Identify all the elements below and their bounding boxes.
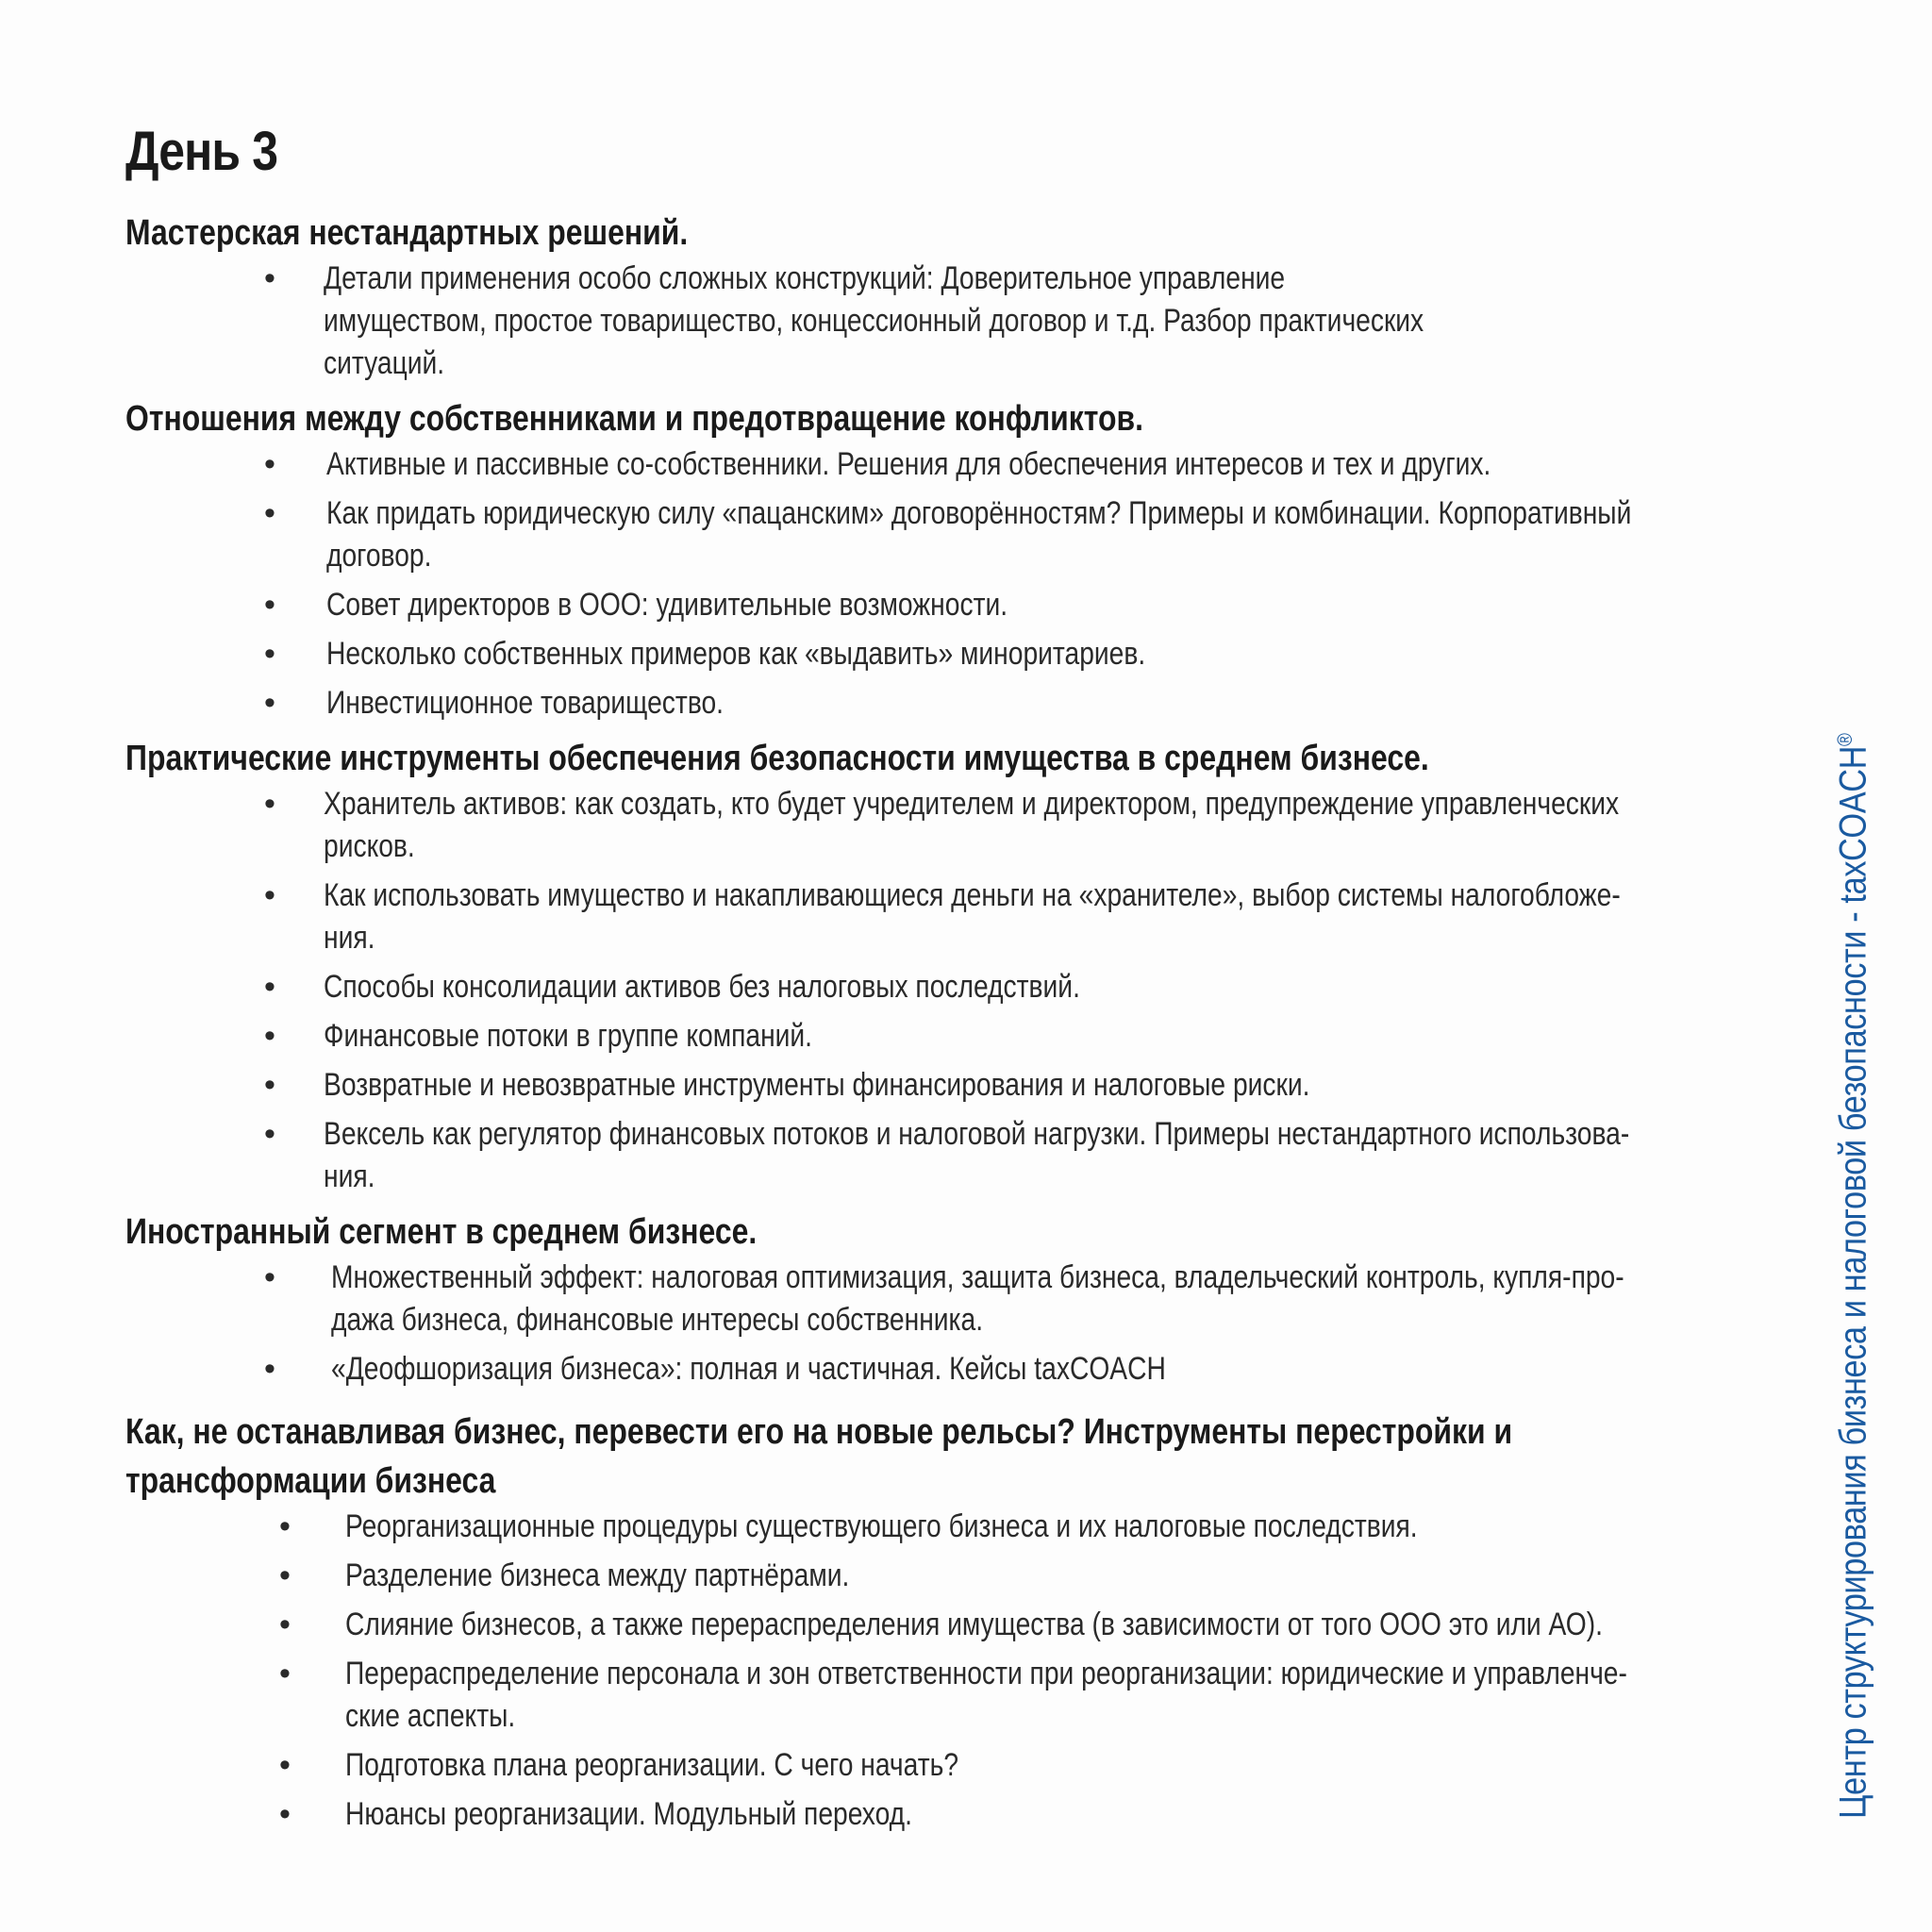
list-item-text: Инвестиционное товарищество. xyxy=(326,685,724,721)
list-item xyxy=(125,682,1748,724)
list-item-text: Как придать юридическую силу «пацанским» договорённостям? Примеры и комбинации. Корпоративный договор. xyxy=(326,495,1632,574)
section-heading: Практические инструменты обеспечения безопасности имущества в среднем бизнесе. xyxy=(125,739,1429,778)
section-nonstandard-solutions xyxy=(125,208,1748,385)
section-heading: Как, не останавливая бизнес, перевести его на новые рельсы? Инструменты перестройки и трансформации бизнеса xyxy=(125,1412,1513,1501)
bullet-icon: • xyxy=(264,786,275,822)
list-item xyxy=(125,1604,1748,1646)
bullet-icon: • xyxy=(279,1508,291,1544)
list-item xyxy=(125,1555,1748,1597)
bullet-icon: • xyxy=(264,260,275,296)
bullet-icon: • xyxy=(279,1796,291,1832)
list-item xyxy=(125,258,1748,385)
list-item xyxy=(125,874,1748,959)
list-item xyxy=(125,1015,1748,1058)
bullet-icon: • xyxy=(279,1607,291,1642)
list-item xyxy=(125,584,1748,626)
bullet-icon: • xyxy=(264,1067,275,1103)
bullet-list xyxy=(125,1506,1748,1836)
bullet-list xyxy=(125,443,1748,724)
bullet-icon: • xyxy=(264,495,275,531)
list-item-text: Способы консолидации активов без налоговых последствий. xyxy=(324,969,1080,1005)
list-item-text: Финансовые потоки в группе компаний. xyxy=(324,1018,813,1054)
list-item-text: Нюансы реорганизации. Модульный переход. xyxy=(345,1796,912,1832)
bullet-icon: • xyxy=(264,636,275,672)
bullet-icon: • xyxy=(264,1259,275,1295)
list-item xyxy=(125,1348,1748,1391)
section-asset-security-tools xyxy=(125,734,1748,1198)
list-item xyxy=(125,1113,1748,1198)
list-item-text: Реорганизационные процедуры существующего бизнеса и их налоговые последствия. xyxy=(345,1508,1418,1544)
list-item-text: Хранитель активов: как создать, кто будет учредителем и директором, предупреждение управленческих рисков. xyxy=(324,786,1620,864)
list-item-text: Как использовать имущество и накапливающиеся деньги на «хранителе», выбор системы налогобложе-ния. xyxy=(324,877,1621,956)
bullet-icon: • xyxy=(264,685,275,721)
list-item xyxy=(125,783,1748,868)
list-item xyxy=(125,443,1748,486)
list-item-text: «Деофшоризация бизнеса»: полная и частичная. Кейсы taxCOACH xyxy=(331,1351,1166,1387)
list-item-text: Слияние бизнесов, а также перераспределения имущества (в зависимости от того ООО это или АО). xyxy=(345,1607,1603,1642)
bullet-icon: • xyxy=(264,1351,275,1387)
day-title: День 3 xyxy=(125,121,278,182)
bullet-icon: • xyxy=(264,1018,275,1054)
side-caption-text: Центр структурирования бизнеса и налоговой безопасности - taxCOACH xyxy=(1832,745,1874,1819)
section-heading: Иностранный сегмент в среднем бизнесе. xyxy=(125,1212,758,1252)
bullet-icon: • xyxy=(264,1116,275,1152)
registered-mark: ® xyxy=(1833,733,1857,746)
list-item xyxy=(125,1506,1748,1548)
list-item xyxy=(125,633,1748,675)
bullet-icon: • xyxy=(279,1656,291,1691)
section-owner-relations xyxy=(125,394,1748,724)
list-item-text: Несколько собственных примеров как «выдавить» миноритариев. xyxy=(326,636,1146,672)
list-item xyxy=(125,1744,1748,1787)
list-item-text: Возвратные и невозвратные инструменты финансирования и налоговые риски. xyxy=(324,1067,1310,1103)
list-item-text: Перераспределение персонала и зон ответственности при реорганизации: юридические и управленче-ские аспекты. xyxy=(345,1656,1627,1734)
bullet-list xyxy=(125,1257,1748,1391)
bullet-icon: • xyxy=(264,446,275,482)
section-business-transformation xyxy=(125,1407,1748,1836)
list-item xyxy=(125,966,1748,1008)
list-item-text: Подготовка плана реорганизации. С чего начать? xyxy=(345,1747,959,1783)
list-item-text: Множественный эффект: налоговая оптимизация, защита бизнеса, владельческий контроль, купля-про-дажа бизнеса, финансовые интересы собственника. xyxy=(331,1259,1624,1338)
list-item xyxy=(125,492,1748,577)
section-heading: Отношения между собственниками и предотвращение конфликтов. xyxy=(125,399,1143,439)
side-caption xyxy=(1823,557,1875,1819)
bullet-icon: • xyxy=(264,587,275,623)
list-item-text: Активные и пассивные со-собственники. Решения для обеспечения интересов и тех и других. xyxy=(326,446,1491,482)
bullet-list xyxy=(125,783,1748,1198)
bullet-icon: • xyxy=(264,969,275,1005)
list-item-text: Вексель как регулятор финансовых потоков и налоговой нагрузки. Примеры нестандартного использова-ния. xyxy=(324,1116,1630,1194)
list-item-text: Детали применения особо сложных конструкций: Доверительное управление имуществом, простое товарищество, концессионный договор и т.д. Разбор практических ситуаций. xyxy=(324,260,1424,381)
list-item xyxy=(125,1257,1748,1341)
bullet-icon: • xyxy=(279,1747,291,1783)
list-item xyxy=(125,1653,1748,1738)
list-item-text: Совет директоров в ООО: удивительные возможности. xyxy=(326,587,1008,623)
bullet-icon: • xyxy=(264,877,275,913)
section-foreign-segment xyxy=(125,1208,1748,1391)
bullet-icon: • xyxy=(279,1557,291,1593)
section-heading: Мастерская нестандартных решений. xyxy=(125,213,689,253)
list-item xyxy=(125,1064,1748,1107)
list-item xyxy=(125,1793,1748,1836)
program-page xyxy=(125,118,1748,1845)
bullet-list xyxy=(125,258,1748,385)
list-item-text: Разделение бизнеса между партнёрами. xyxy=(345,1557,850,1593)
